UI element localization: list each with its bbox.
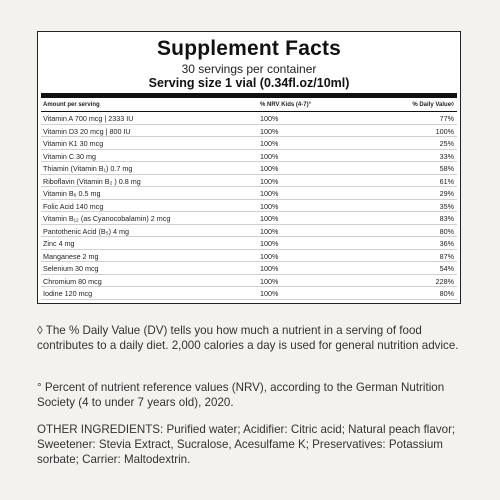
supplement-facts-panel	[37, 31, 461, 304]
dv-value: 29%	[439, 189, 454, 198]
nrv-value: 100%	[260, 151, 279, 161]
dv-value: 35%	[439, 201, 454, 211]
nutrient-name: Vitamin K1 30 mcg	[43, 139, 104, 148]
dv-value: 36%	[439, 239, 454, 248]
daily-value-footnote: ◊ The % Daily Value (DV) tells you how much a nutrient in a serving of food contributes to a daily diet. 2,000 calories a day is used for general nutrition advice.	[37, 324, 459, 352]
amount-header: Amount per serving	[43, 102, 100, 108]
table-row	[41, 125, 457, 138]
dv-value: 58%	[439, 164, 454, 173]
nutrient-name: Selenium 30 mcg	[43, 264, 99, 273]
dv-value: 87%	[439, 251, 454, 261]
nutrient-name: Thiamin (Vitamin B₁) 0.7 mg	[43, 164, 133, 173]
nutrient-name: Folic Acid 140 mcg	[43, 201, 104, 211]
ingredients-text: Purified water; Acidifier: Citric acid; Natural peach flavor; Sweetener: Stevia Extract, Sucralose, Acesulfame K; Preservatives: Potassium sorbate; Carrier: Maltodextrin.	[37, 423, 456, 466]
table-row	[41, 162, 457, 175]
nrv-value: 100%	[260, 264, 279, 273]
panel-title: Supplement Facts	[156, 37, 342, 60]
nutrient-name: Iodine 120 mcg	[43, 289, 93, 298]
dv-value: 80%	[439, 226, 454, 236]
table-row	[41, 137, 457, 150]
dv-value: 77%	[439, 114, 454, 123]
nutrient-name: Pantothenic Acid (B₅) 4 mg	[43, 226, 129, 236]
dv-value: 33%	[439, 151, 454, 161]
table-row	[41, 187, 457, 200]
nutrient-name: Manganese 2 mg	[43, 251, 99, 261]
dv-header: % Daily Value◊	[412, 102, 454, 108]
nrv-value: 100%	[260, 226, 279, 236]
ingredients-label: OTHER INGREDIENTS:	[37, 423, 164, 436]
dv-value: 54%	[439, 264, 454, 273]
nrv-value: 100%	[260, 251, 279, 261]
nutrient-table	[41, 112, 457, 300]
nrv-value: 100%	[260, 189, 279, 198]
table-row	[41, 212, 457, 225]
table-row	[41, 275, 457, 288]
nutrient-name: Chromium 80 mcg	[43, 276, 102, 286]
nrv-value: 100%	[260, 164, 279, 173]
nrv-value: 100%	[260, 239, 279, 248]
nrv-footnote: ° Percent of nutrient reference values (NRV), according to the German Nutrition Society (4 to under 7 years old), 2020.	[37, 381, 445, 409]
nrv-value: 100%	[260, 139, 279, 148]
table-row	[41, 150, 457, 163]
table-row	[41, 112, 457, 125]
dv-value: 61%	[439, 176, 454, 186]
table-row	[41, 262, 457, 275]
nrv-value: 100%	[260, 289, 279, 298]
table-row	[41, 225, 457, 238]
nutrient-name: Vitamin C 30 mg	[43, 151, 96, 161]
dv-value: 228%	[435, 276, 454, 286]
other-ingredients	[37, 422, 467, 467]
nutrient-name: Vitamin D3 20 mcg | 800 IU	[43, 126, 131, 136]
table-row	[41, 200, 457, 213]
serving-size: Serving size 1 vial (0.34fl.oz/10ml)	[148, 76, 350, 90]
nrv-value: 100%	[260, 214, 279, 223]
dv-value: 100%	[435, 126, 454, 136]
dv-value: 25%	[439, 139, 454, 148]
nutrient-name: Zinc 4 mg	[43, 239, 75, 248]
nrv-value: 100%	[260, 276, 279, 286]
table-row	[41, 175, 457, 188]
nrv-value: 100%	[260, 201, 279, 211]
nutrient-name: Vitamin B₆ 0.5 mg	[43, 189, 101, 198]
table-row	[41, 287, 457, 300]
nrv-value: 100%	[260, 126, 279, 136]
nrv-value: 100%	[260, 114, 279, 123]
nrv-header: % NRV Kids (4-7)°	[260, 102, 311, 108]
nutrient-name: Riboflavin (Vitamin B₂ ) 0.8 mg	[43, 176, 141, 186]
dv-value: 80%	[439, 289, 454, 298]
table-row	[41, 250, 457, 263]
nrv-value: 100%	[260, 176, 279, 186]
servings-per-container: 30 servings per container	[181, 62, 317, 76]
nutrient-name: Vitamin B₁₂ (as Cyanocobalamin) 2 mcg	[43, 214, 171, 223]
table-header-row	[41, 98, 457, 112]
dv-value: 83%	[439, 214, 454, 223]
nutrient-name: Vitamin A 700 mcg | 2333 IU	[43, 114, 134, 123]
table-row	[41, 237, 457, 250]
